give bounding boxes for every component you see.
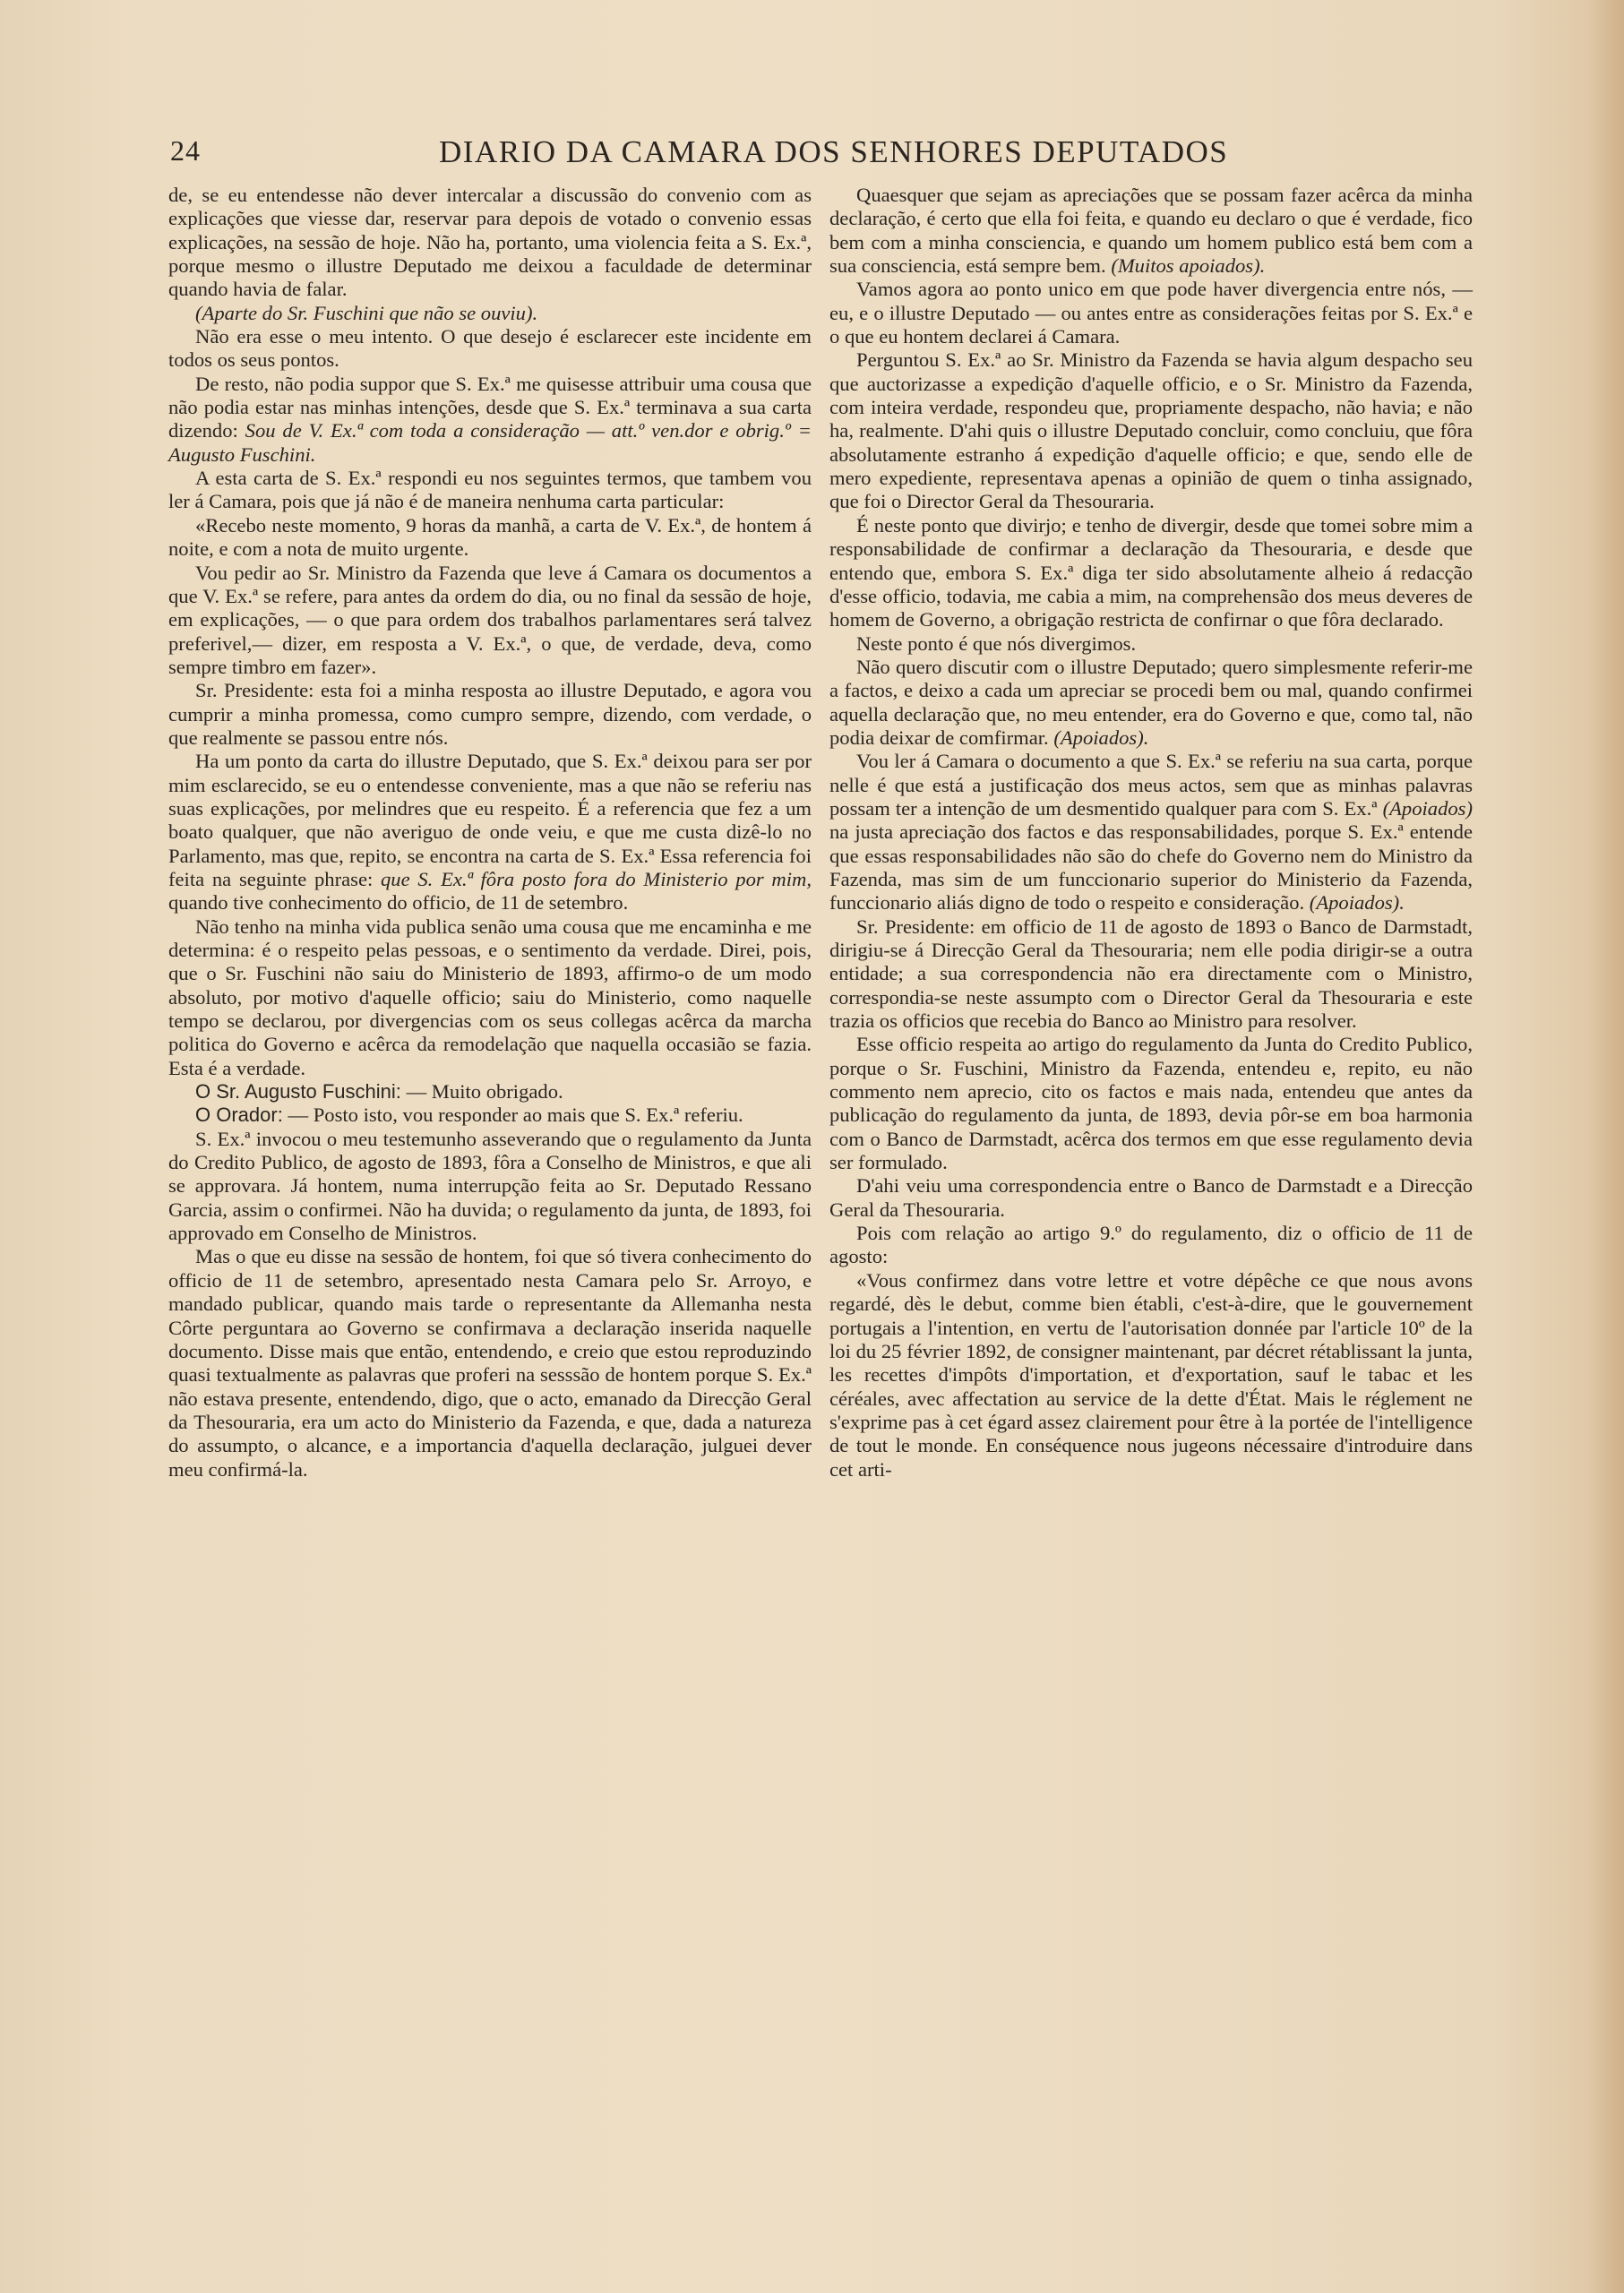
paragraph [829,915,1473,1034]
paragraph-italic: Sou de V. Ex.ª com toda a consideração — att.º ven.dor e obrig.º = Augusto Fuschini. [168,419,812,466]
page-number: 24 [170,134,201,167]
paragraph-italic: que S. Ex.ª fôra posto fora do Ministerio por mim, [381,867,812,890]
speaker-text: — Posto isto, vou responder ao mais que S. Ex.ª referiu. [288,1104,743,1127]
paragraph [168,750,812,915]
paragraph [168,373,812,467]
paragraph [829,278,1473,348]
paragraph [168,679,812,750]
aside-note [168,302,812,325]
paragraph [168,1128,812,1246]
speaker-name: O Sr. Augusto Fuschini: [195,1080,401,1104]
paragraph-text: Não quero discutir com o illustre Deputado; quero simplesmente referir-me a factos, e deixo a cada um apreciar se procedi bem ou mal, quando confirmei aquella declaração que, no meu entender, era do Governo e que, como tal, não podia deixar de comfirmar. [829,655,1473,749]
paragraph-text: de, se eu entendesse não dever intercalar a discussão do convenio com as explicações que viesse dar, reservar para depois de votado o convenio essas explicações, na sessão de hoje. Não ha, portanto, uma violencia feita a S. Ex.ª, porque mesmo o illustre Deputado me deixou a faculdade de determinar quando havia de falar. [168,184,812,301]
paragraph [829,656,1473,750]
paragraph-text: S. Ex.ª invocou o meu testemunho asseverando que o regulamento da Junta do Credito Publico, de agosto de 1893, fôra a Conselho de Ministros, e que ali se approvara. Já hontem, numa interrupção feita ao Sr. Deputado Ressano Garcia, assim o confirmei. Não ha duvida; o regulamento da junta, de 1893, foi approvado em Conselho de Ministros. [168,1127,812,1245]
right-column [829,184,1473,1481]
paragraph-continuation [168,184,812,302]
page-header [170,134,1469,179]
speaker-name: O Orador: [195,1104,283,1127]
paragraph-text: Mas o que eu disse na sessão de hontem, foi que só tivera conhecimento do officio de 11 de setembro, apresentado nesta Camara pelo Sr. Arroyo, e mandado publicar, quando mais tarde o representante da Allemanha nesta Côrte perguntara ao Governo se confirmava a declaração inserida naquelle documento. Disse mais que então, entendendo, e creio que estou reproduzindo quasi textualmente as palavras que proferi na sesssão de hontem porque S. Ex.ª não estava presente, entendendo, digo, que o acto, emanado da Direcção Geral da Thesouraria, era um acto do Ministerio da Fazenda, e que, dada a natureza do assumpto, o alcance, e a importancia d'aquella declaração, julguei dever meu confirmá-la. [168,1245,812,1481]
paragraph-text: Pois com relação ao artigo 9.º do regulamento, diz o officio de 11 de agosto: [829,1222,1473,1268]
paragraph [168,325,812,373]
paragraph-text: Sr. Presidente: esta foi a minha resposta ao illustre Deputado, e agora vou cumprir a minha promessa, como cumpro sempre, dizendo, com verdade, o que realmente se passou entre nós. [168,679,812,749]
paragraph [829,750,1473,915]
paragraph-text: Esse officio respeita ao artigo do regulamento da Junta do Credito Publico, porque o Sr. Fuschini, Ministro da Fazenda, entendeu e, repito, eu não commento nem aprecio, cito os factos e mais nada, entendeu que antes da publicação do regulamento da junta, de 1893, devia pôr-se em boa harmonia com o Banco de Darmstadt, acêrca dos termos em que esse regulamento devia ser formulado. [829,1033,1473,1174]
speaker-text: — Muito obrigado. [406,1080,563,1104]
paragraph-text: D'ahi veiu uma correspondencia entre o Banco de Darmstadt e a Direcção Geral da Thesouraria. [829,1174,1473,1221]
paragraph [829,184,1473,278]
paragraph [829,632,1473,656]
paragraph-text: «Vous confirmez dans votre lettre et votre dépêche ce que nous avons regardé, dès le debut, comme bien établi, c'est-à-dire, que le gouvernement portugais a l'intention, en vertu de l'autorisation donnée par l'article 10º de la loi du 25 février 1892, de consigner maintenant, par décret rétablissant la junta, les recettes d'impôts d'importation, et d'exportation, sauf le tabac et les céréales, avec affectation au service de la dette d'État. Mais le réglement ne s'exprime pas à cet égard assez clairement pour être à la portée de l'intelligence de tout le monde. En conséquence nous jugeons nécessaire d'introduire dans cet arti- [829,1268,1473,1481]
paragraph-text: Ha um ponto da carta do illustre Deputado, que S. Ex.ª deixou para ser por mim esclarecido, se eu o entendesse conveniente, mas a que não se referiu nas suas explicações, por melindres que eu respeito. É a referencia que fez a um boato qualquer, que não averiguo de onde veiu, e que me custa dizê-lo no Parlamento, mas que, repito, se encontra na carta de S. Ex.ª Essa referencia foi feita na seguinte phrase: [168,750,812,890]
paragraph-text: Neste ponto é que nós divergimos. [856,631,1137,655]
paragraph [168,467,812,514]
paragraph-text: «Recebo neste momento, 9 horas da manhã, a carta de V. Ex.ª, de hontem á noite, e com a nota de muito urgente. [168,513,812,561]
paragraph [168,915,812,1080]
paragraph-italic: (Muitos apoiados). [1111,254,1266,278]
paragraph-text: Sr. Presidente: em officio de 11 de agosto de 1893 o Banco de Darmstadt, dirigiu-se á Direcção Geral da Thesouraria; nem elle podia dirigir-se a outra entidade; a sua correspondencia não era directamente com o Ministro, correspondia-se neste assumpto com o Director Geral da Thesouraria e este trazia os officios que recebia do Banco ao Ministro para resolver. [829,915,1473,1033]
paragraph [829,1222,1473,1269]
paragraph-text: É neste ponto que divirjo; e tenho de divergir, desde que tomei sobre mim a responsabilidade de confirmar a declaração da Thesouraria, e desde que entendo que, embora S. Ex.ª diga ter sido absolutamente alheio á redacção d'esse officio, todavia, me cabia a mim, na comprehensão dos meus deveres de homem de Governo, a obrigação restricta de confirnar o que fôra declarado. [829,513,1473,631]
running-title: DIARIO DA CAMARA DOS SENHORES DEPUTADOS [439,134,1229,169]
paragraph-italic: (Apoiados) [1382,796,1473,820]
speaker-paragraph [168,1080,812,1104]
paragraph-text-tail: quando tive conhecimento do officio, de 11 de setembro. [168,891,629,915]
paragraph-italic: (Apoiados). [1309,891,1405,915]
speaker-paragraph [168,1104,812,1127]
paragraph-text: Vou pedir ao Sr. Ministro da Fazenda que leve á Camara os documentos a que V. Ex.ª se refere, para antes da ordem do dia, ou no final da sessão de hoje, em explicações, — o que para ordem dos trabalhos parlamentares será talvez preferivel,— dizer, em resposta a V. Ex.ª, o que, de verdade, deva, como sempre timbro em fazer». [168,561,812,678]
paragraph-text: De resto, não podia suppor que S. Ex.ª me quisesse attribuir uma cousa que não podia estar nas minhas intenções, desde que S. Ex.ª terminava a sua carta dizendo: [168,372,812,442]
left-column [168,184,812,1481]
paragraph-text: Quaesquer que sejam as apreciações que se possam fazer acêrca da minha declaração, é certo que ella foi feita, e quando eu declaro o que é verdade, fico bem com a minha consciencia, e quando um homem publico está bem com a sua consciencia, está sempre bem. [829,184,1473,278]
paragraph-text: Vou ler á Camara o documento a que S. Ex.ª se referiu na sua carta, porque nelle é que está a justificação dos meus actos, sem que as minhas palavras possam ter a intenção de um desmentido qualquer para com S. Ex.ª [829,750,1473,820]
paragraph-text: A esta carta de S. Ex.ª respondi eu nos seguintes termos, que tambem vou ler á Camara, pois que já não é de maneira nenhuma carta particular: [168,467,812,513]
paragraph [829,1174,1473,1222]
paragraph-italic: (Apoiados). [1053,726,1149,749]
page-edge-stain [1588,0,1624,2293]
paragraph [168,1245,812,1481]
paragraph [168,514,812,562]
aside-text: (Aparte do Sr. Fuschini que não se ouviu). [195,301,538,324]
paragraph-text: Não era esse o meu intento. O que desejo é esclarecer este incidente em todos os seus pontos. [168,325,812,372]
paragraph [168,562,812,680]
paragraph [829,514,1473,632]
paragraph-text: Não tenho na minha vida publica senão uma cousa que me encaminha e me determina: é o respeito pelas pessoas, e o sentimento da verdade. Direi, pois, que o Sr. Fuschini não saiu do Ministerio de 1893, affirmo-o de um modo absoluto, por motivo d'aquelle officio; saiu do Ministerio, como naquelle tempo se declarou, por divergencias com os seus collegas acêrca da marcha politica do Governo e acêrca da remodelação que naquella occasião se fazia. Esta é a verdade. [168,915,812,1079]
paragraph [829,1033,1473,1174]
paragraph-text-tail: na justa apreciação dos factos e das responsabilidades, porque S. Ex.ª entende que essas responsabilidades não são do chefe do Governo nem do Ministro da Fazenda, mas sim de um funccionario superior do Ministerio da Fazenda, funccionario aliás digno de todo o respeito e consideração. [829,820,1473,915]
paragraph-text: Perguntou S. Ex.ª ao Sr. Ministro da Fazenda se havia algum despacho seu que auctorizasse a expedição d'aquelle officio, e o Sr. Ministro da Fazenda, com inteira verdade, respondeu que, propriamente despacho, não havia; e não ha, realmente. D'ahi quis o illustre Deputado concluir, como concluiu, que fôra absolutamente estranho á expedição d'aquelle officio; e que, sendo elle de mero expediente, representava apenas a opinião de quem o tinha assignado, que foi o Director Geral da Thesouraria. [829,348,1473,513]
paragraph [829,1269,1473,1481]
paragraph [829,348,1473,513]
paragraph-text: Vamos agora ao ponto unico em que pode haver divergencia entre nós, — eu, e o illustre Deputado — ou antes entre as considerações feitas por S. Ex.ª e o que eu hontem declarei á Camara. [829,278,1473,348]
